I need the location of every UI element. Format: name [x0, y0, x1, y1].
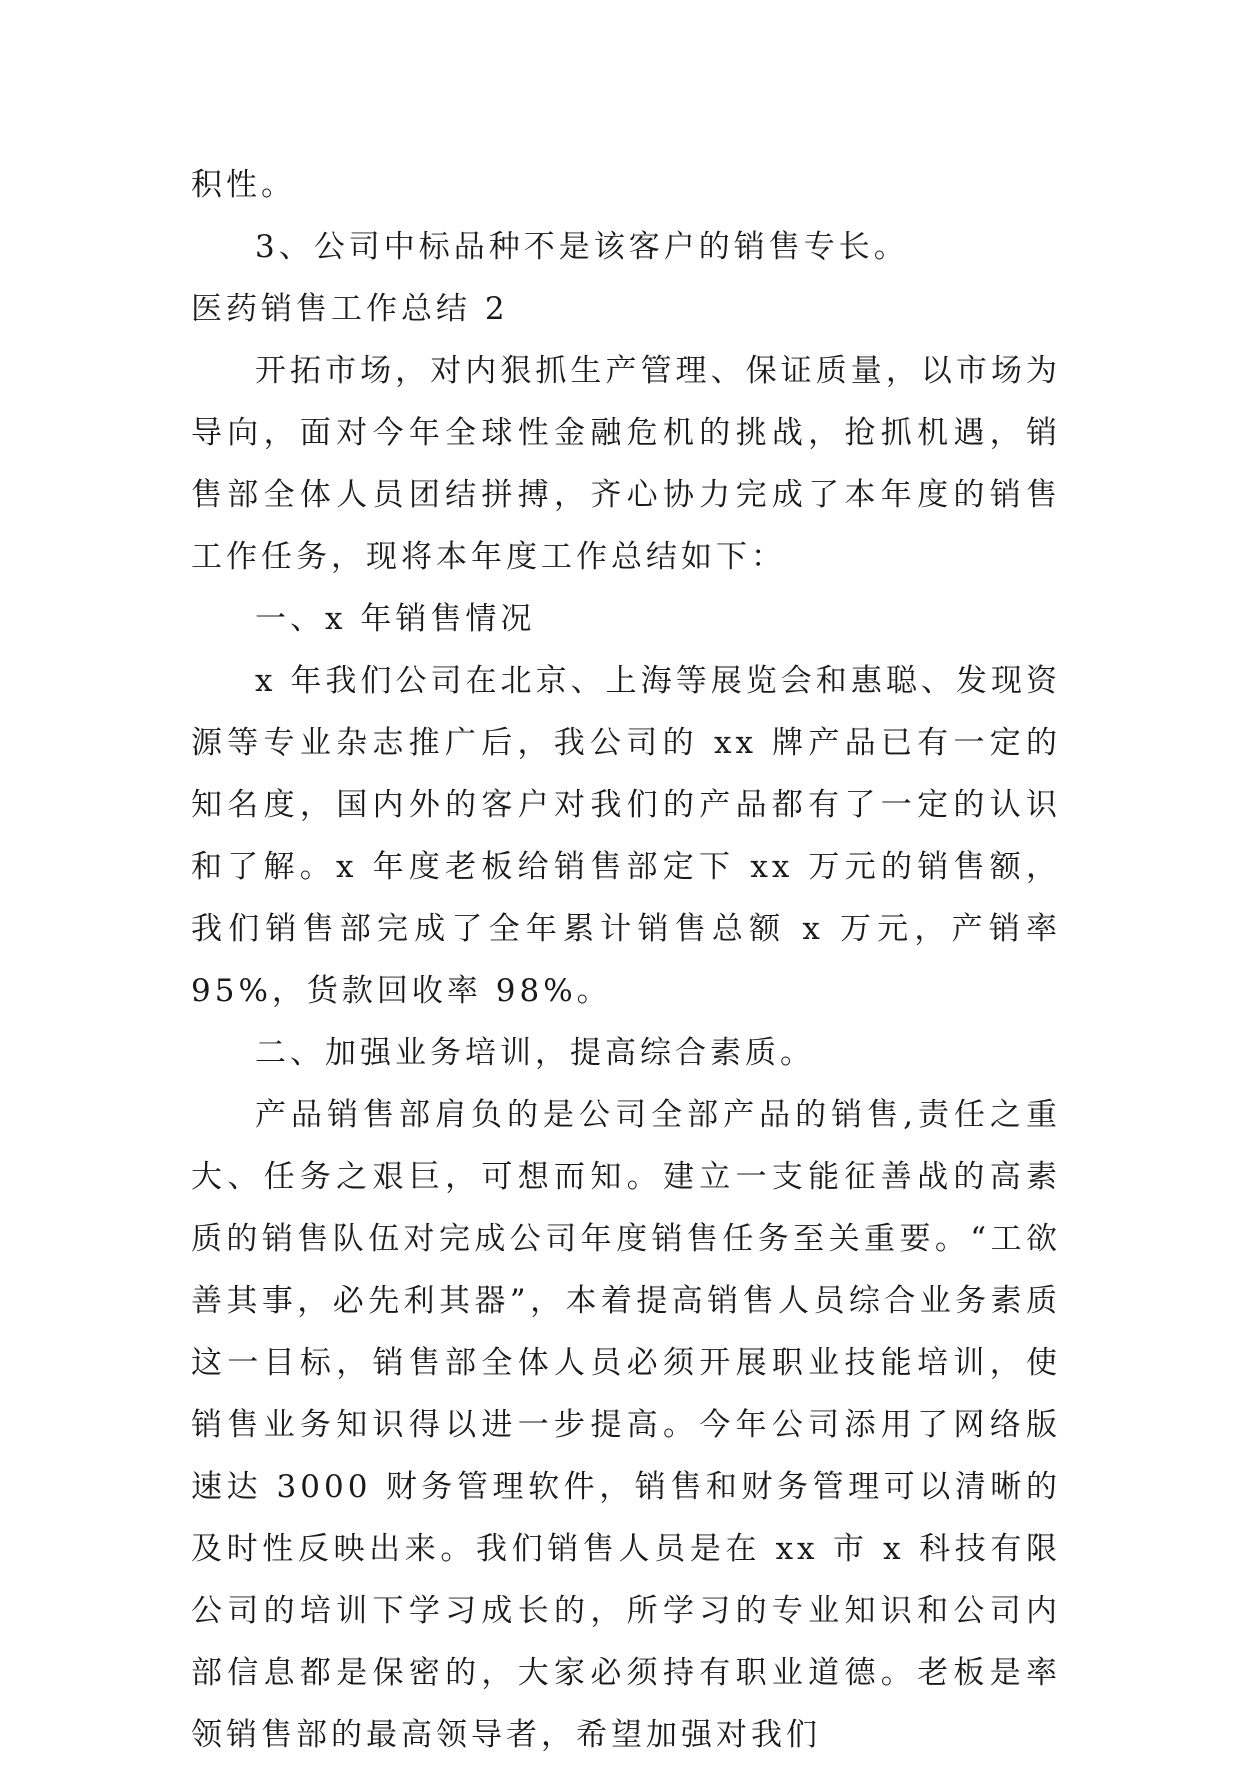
paragraph-sales-situation: x 年我们公司在北京、上海等展览会和惠聪、发现资源等专业杂志推广后，我公司的 xx 牌产品已有一定的知名度，国内外的客户对我们的产品都有了一定的认识和了解。x 年度老板给销售部定下 xx 万元的销售额，我们销售部完成了全年累计销售总额 x 万元，产销率 95%，货款回收率 98%。: [191, 663, 1061, 1009]
paragraph-training: 产品销售部肩负的是公司全部产品的销售,责任之重大、任务之艰巨，可想而知。建立一支能征善战的高素质的销售队伍对完成公司年度销售任务至关重要。“工欲善其事，必先利其器”，本着提高销售人员综合业务素质这一目标，销售部全体人员必须开展职业技能培训，使销售业务知识得以进一步提高。今年公司添用了网络版速达 3000 财务管理软件，销售和财务管理可以清晰的及时性反映出来。我们销售人员是在 xx 市 x 科技有限公司的培训下学习成长的，所学习的专业知识和公司内部信息都是保密的，大家必须持有职业道德。老板是率领销售部的最高领导者，希望加强对我们: [191, 1097, 1061, 1753]
heading-sales-situation: 一、x 年销售情况: [255, 601, 536, 637]
section-title: 医药销售工作总结 2: [191, 291, 509, 327]
paragraph-reason-3: 3、公司中标品种不是该客户的销售专长。: [255, 229, 909, 265]
paragraph-continuation: 积性。: [191, 167, 296, 203]
paragraph-intro: 开拓市场，对内狠抓生产管理、保证质量，以市场为导向，面对今年全球性金融危机的挑战，抢抓机遇，销售部全体人员团结拼搏，齐心协力完成了本年度的销售工作任务，现将本年度工作总结如下：: [191, 353, 1061, 575]
heading-training: 二、加强业务培训，提高综合素质。: [255, 1035, 815, 1071]
document-body: [191, 154, 1061, 1766]
